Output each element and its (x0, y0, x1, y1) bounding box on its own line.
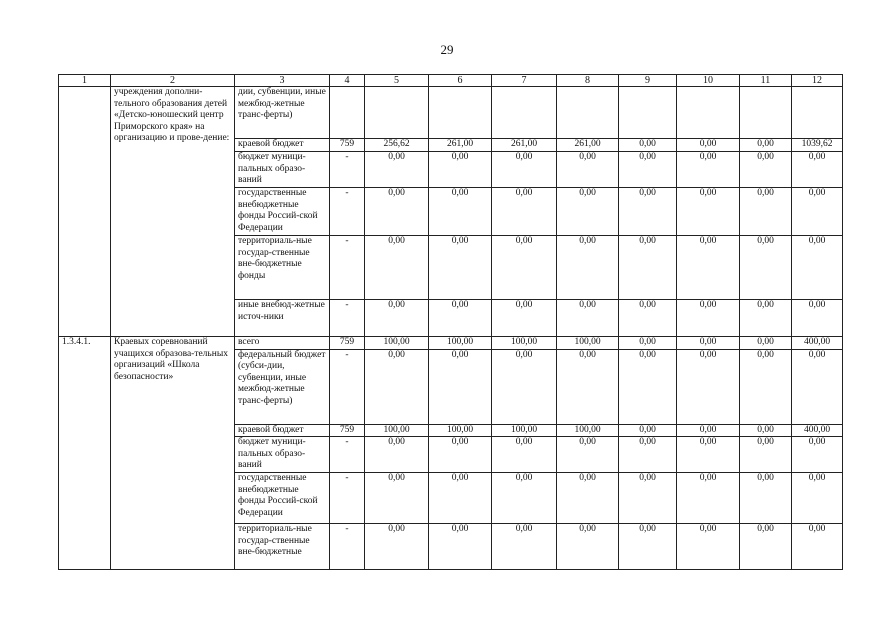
amount-cell: 100,00 (557, 337, 619, 350)
column-header: 4 (330, 75, 365, 87)
table-row (59, 87, 843, 139)
amount-cell: 0,00 (492, 524, 557, 570)
amount-cell: 0,00 (619, 349, 677, 424)
funding-source: краевой бюджет (235, 139, 330, 152)
amount-cell (740, 87, 792, 139)
budget-table (58, 74, 843, 570)
amount-cell: 0,00 (792, 300, 843, 337)
amount-cell: 0,00 (365, 524, 429, 570)
amount-cell: 0,00 (792, 236, 843, 300)
amount-cell: 0,00 (740, 236, 792, 300)
amount-cell: 0,00 (792, 524, 843, 570)
amount-cell: 400,00 (792, 337, 843, 350)
amount-cell: 0,00 (492, 437, 557, 473)
budget-code (330, 87, 365, 139)
amount-cell: 0,00 (619, 473, 677, 524)
amount-cell: 0,00 (677, 139, 740, 152)
column-header: 11 (740, 75, 792, 87)
table-row (59, 337, 843, 350)
amount-cell: 0,00 (677, 424, 740, 437)
amount-cell: 0,00 (429, 188, 492, 236)
amount-cell: 1039,62 (792, 139, 843, 152)
amount-cell: 0,00 (792, 437, 843, 473)
amount-cell: 0,00 (365, 236, 429, 300)
amount-cell: 400,00 (792, 424, 843, 437)
amount-cell: 0,00 (677, 300, 740, 337)
amount-cell: 0,00 (619, 300, 677, 337)
amount-cell: 261,00 (492, 139, 557, 152)
column-header: 3 (235, 75, 330, 87)
amount-cell (492, 87, 557, 139)
amount-cell: 0,00 (677, 473, 740, 524)
amount-cell: 0,00 (740, 524, 792, 570)
amount-cell: 0,00 (492, 300, 557, 337)
funding-source: всего (235, 337, 330, 350)
budget-code: - (330, 473, 365, 524)
amount-cell: 256,62 (365, 139, 429, 152)
amount-cell: 0,00 (492, 188, 557, 236)
amount-cell: 0,00 (365, 300, 429, 337)
amount-cell: 0,00 (740, 337, 792, 350)
amount-cell: 0,00 (365, 437, 429, 473)
column-header: 6 (429, 75, 492, 87)
amount-cell: 0,00 (429, 349, 492, 424)
amount-cell: 0,00 (429, 236, 492, 300)
amount-cell: 100,00 (429, 424, 492, 437)
amount-cell: 100,00 (365, 337, 429, 350)
amount-cell: 0,00 (557, 188, 619, 236)
amount-cell: 0,00 (557, 152, 619, 188)
row-description: учреждения дополни-тельного образования детей «Детско-юношеский центр Приморского края» на организацию и прове-дение: (111, 87, 235, 337)
row-description: Краевых соревнований учащихся образова-тельных организаций «Школа безопасности» (111, 337, 235, 570)
amount-cell: 0,00 (740, 349, 792, 424)
amount-cell: 0,00 (740, 152, 792, 188)
amount-cell: 0,00 (677, 349, 740, 424)
amount-cell: 100,00 (557, 424, 619, 437)
budget-code: 759 (330, 139, 365, 152)
amount-cell: 0,00 (619, 424, 677, 437)
amount-cell: 0,00 (365, 473, 429, 524)
amount-cell (365, 87, 429, 139)
funding-source: государственные внебюджетные фонды Россий-ской Федерации (235, 188, 330, 236)
amount-cell: 0,00 (365, 152, 429, 188)
page-number: 29 (440, 42, 454, 57)
funding-source: территориаль-ные государ-ственные вне-бюджетные (235, 524, 330, 570)
amount-cell: 0,00 (557, 437, 619, 473)
amount-cell: 0,00 (619, 437, 677, 473)
amount-cell: 261,00 (429, 139, 492, 152)
table-body (59, 87, 843, 570)
funding-source: бюджет муници-пальных образо-ваний (235, 152, 330, 188)
amount-cell: 100,00 (492, 424, 557, 437)
funding-source: краевой бюджет (235, 424, 330, 437)
amount-cell: 0,00 (740, 300, 792, 337)
amount-cell: 0,00 (557, 349, 619, 424)
amount-cell: 0,00 (365, 349, 429, 424)
amount-cell: 0,00 (740, 473, 792, 524)
amount-cell: 0,00 (792, 188, 843, 236)
amount-cell: 0,00 (492, 236, 557, 300)
amount-cell: 0,00 (677, 524, 740, 570)
row-index (59, 87, 111, 337)
budget-code: - (330, 188, 365, 236)
amount-cell: 261,00 (557, 139, 619, 152)
amount-cell: 0,00 (792, 473, 843, 524)
amount-cell (677, 87, 740, 139)
row-index: 1.3.4.1. (59, 337, 111, 570)
amount-cell: 0,00 (492, 152, 557, 188)
funding-source: иные внебюд-жетные источ-ники (235, 300, 330, 337)
amount-cell: 0,00 (740, 424, 792, 437)
amount-cell (557, 87, 619, 139)
funding-source: бюджет муници-пальных образо-ваний (235, 437, 330, 473)
amount-cell (429, 87, 492, 139)
amount-cell: 0,00 (429, 152, 492, 188)
amount-cell: 0,00 (619, 139, 677, 152)
amount-cell: 0,00 (677, 337, 740, 350)
budget-code: 759 (330, 337, 365, 350)
amount-cell: 100,00 (429, 337, 492, 350)
header-row (59, 75, 843, 87)
column-header: 12 (792, 75, 843, 87)
amount-cell: 0,00 (429, 300, 492, 337)
amount-cell: 0,00 (557, 473, 619, 524)
amount-cell: 0,00 (365, 188, 429, 236)
budget-code: - (330, 437, 365, 473)
amount-cell: 0,00 (677, 236, 740, 300)
amount-cell: 0,00 (492, 349, 557, 424)
amount-cell: 0,00 (557, 524, 619, 570)
amount-cell: 0,00 (677, 437, 740, 473)
amount-cell: 0,00 (740, 188, 792, 236)
budget-code: - (330, 524, 365, 570)
column-header: 10 (677, 75, 740, 87)
budget-code: - (330, 152, 365, 188)
amount-cell (792, 87, 843, 139)
budget-code: - (330, 349, 365, 424)
funding-source: государственные внебюджетные фонды Россий-ской Федерации (235, 473, 330, 524)
funding-source: территориаль-ные государ-ственные вне-бюджетные фонды (235, 236, 330, 300)
amount-cell: 0,00 (619, 236, 677, 300)
column-header: 1 (59, 75, 111, 87)
amount-cell: 0,00 (792, 152, 843, 188)
amount-cell: 0,00 (677, 152, 740, 188)
amount-cell: 0,00 (792, 349, 843, 424)
column-header: 7 (492, 75, 557, 87)
amount-cell: 100,00 (365, 424, 429, 437)
budget-code: 759 (330, 424, 365, 437)
column-header: 9 (619, 75, 677, 87)
budget-code: - (330, 236, 365, 300)
amount-cell: 100,00 (492, 337, 557, 350)
amount-cell: 0,00 (429, 437, 492, 473)
amount-cell: 0,00 (619, 188, 677, 236)
funding-source: дии, субвенции, иные межбюд-жетные транс-ферты) (235, 87, 330, 139)
amount-cell: 0,00 (429, 524, 492, 570)
amount-cell: 0,00 (492, 473, 557, 524)
amount-cell: 0,00 (619, 152, 677, 188)
amount-cell (619, 87, 677, 139)
column-header: 8 (557, 75, 619, 87)
funding-source: федеральный бюджет (субси-дии, субвенции, иные межбюд-жетные транс-ферты) (235, 349, 330, 424)
amount-cell: 0,00 (619, 524, 677, 570)
budget-code: - (330, 300, 365, 337)
amount-cell: 0,00 (740, 139, 792, 152)
amount-cell: 0,00 (557, 300, 619, 337)
amount-cell: 0,00 (677, 188, 740, 236)
amount-cell: 0,00 (619, 337, 677, 350)
amount-cell: 0,00 (740, 437, 792, 473)
amount-cell: 0,00 (429, 473, 492, 524)
amount-cell: 0,00 (557, 236, 619, 300)
column-header: 5 (365, 75, 429, 87)
column-header: 2 (111, 75, 235, 87)
